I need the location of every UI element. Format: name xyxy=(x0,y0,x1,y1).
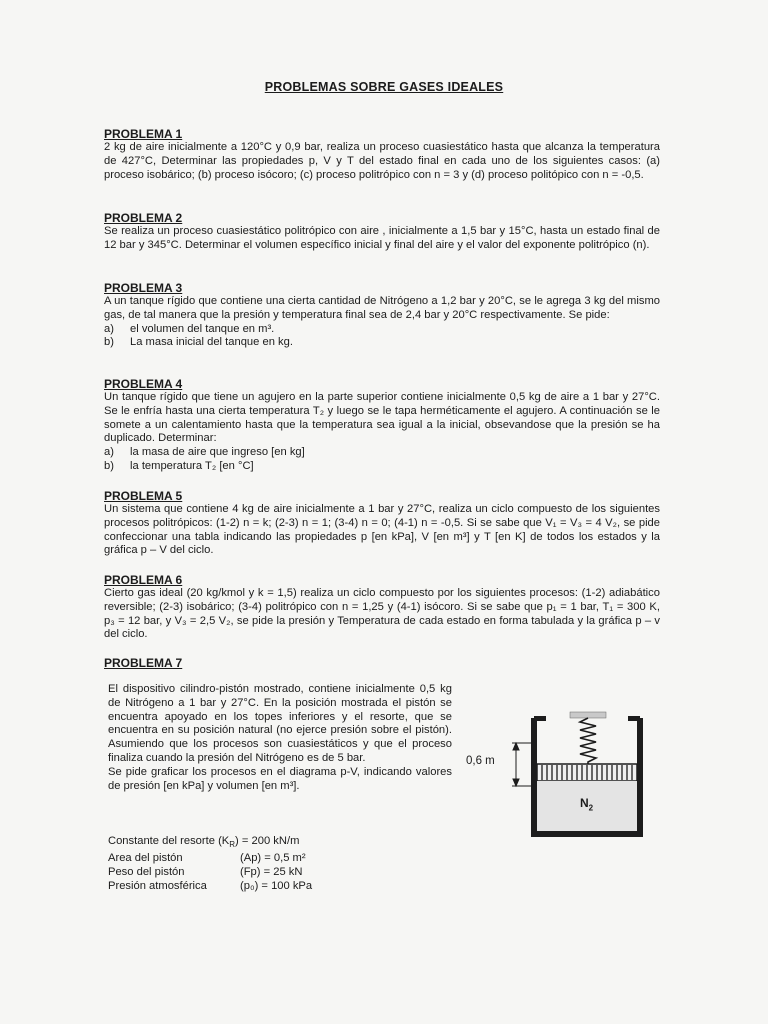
item-label: b) xyxy=(104,459,114,472)
gas-label xyxy=(580,796,593,812)
problem-heading: PROBLEMA 4 xyxy=(104,377,183,391)
problem-5 xyxy=(104,489,660,558)
problem-heading: PROBLEMA 6 xyxy=(104,573,183,587)
dimension-label: 0,6 m xyxy=(466,755,495,767)
problem-items xyxy=(104,323,660,351)
problem-text: Un sistema que contiene 4 kg de aire inicialmente a 1 bar y 27°C, realiza un ciclo compuesto de los siguientes procesos politrópicos: (1-2) n = k; (2-3) n = 1; (3-4) n = 0; (4-1) n = -0,5. Si se sabe que V₁ = V₃ = 4 V₂, se pide confeccionar una tabla indicando las propiedades p [en kPa], V [en m³] y T [en K] de todos los estados y la gráfica p – V del ciclo. xyxy=(104,503,660,557)
constant-name: Area del pistón xyxy=(108,852,183,865)
problem-6 xyxy=(104,573,660,642)
piston-cylinder-svg xyxy=(462,706,652,846)
list-item xyxy=(104,460,660,474)
item-text: La masa inicial del tanque en kg. xyxy=(130,336,293,349)
problem-text: 2 kg de aire inicialmente a 120°C y 0,9 bar, realiza un proceso cuasiestático hasta que alcanza la temperatura de 427°C, Determinar las propiedades p, V y T del estado final en cada uno de los siguientes casos: (a) proceso isobárico; (b) proceso isócoro; (c) proceso politrópico con n = 3 y (d) proceso politópico con n = -0,5. xyxy=(104,141,660,181)
problem-items xyxy=(104,446,660,474)
dimension-line xyxy=(512,743,532,786)
constant-row xyxy=(108,852,312,866)
constant-spring xyxy=(108,835,299,852)
top-stop-right xyxy=(628,716,640,721)
constant-value: (Fp) = 25 kN xyxy=(240,865,303,878)
problem-heading: PROBLEMA 2 xyxy=(104,211,183,225)
problem-2 xyxy=(104,211,660,253)
constant-row xyxy=(108,835,312,852)
problem-heading: PROBLEMA 5 xyxy=(104,489,183,503)
problem-heading: PROBLEMA 1 xyxy=(104,127,183,141)
constant-row xyxy=(108,880,312,894)
document-title: PROBLEMAS SOBRE GASES IDEALES xyxy=(264,80,504,94)
problem-text: Cierto gas ideal (20 kg/kmol y k = 1,5) realiza un ciclo compuesto por los siguientes procesos: (1-2) adiabático reversible; (2-3) isobárico; (3-4) politrópico con n = 1,25 y (4-1) isócoro. Si se sabe que p₁ = 1 bar, T₁ = 300 K, p₃ = 12 bar, y V₃ = 2,5 V₂, se pide la presión y Temperatura de cada estado en forma tabulada y la gráfica p – v del ciclo. xyxy=(104,587,660,641)
problem-7 xyxy=(104,656,660,670)
item-text: la temperatura T₂ [en °C] xyxy=(130,459,254,472)
item-text: el volumen del tanque en m³. xyxy=(130,322,275,335)
problem-text: A un tanque rígido que contiene una cierta cantidad de Nitrógeno a 1,2 bar y 20°C, se le agrega 3 kg del mismo gas, de tal manera que la presión y temperatura final sea de 2,4 bar y 20°C respectivamente. Se pide: xyxy=(104,295,660,321)
constant-sub: R xyxy=(229,840,236,850)
problem-text: Un tanque rígido que tiene un agujero en la parte superior contiene inicialmente 0,5 kg de aire a 1 bar y 27°C. Se le enfría hasta una cierta temperatura T₂ y luego se le tapa herméticamente el agujero. A continuación se le somete a un calentamiento hasta que la temperatura sea igual a la inicial, obsevandose que la presión se ha duplicado. Determinar: xyxy=(104,391,660,445)
problem-heading: PROBLEMA 3 xyxy=(104,281,183,295)
spring-top-plate xyxy=(570,712,606,718)
problem-1 xyxy=(104,127,660,182)
constant-value: ) = 200 kN/m xyxy=(235,835,300,847)
constant-row xyxy=(108,866,312,880)
item-label: a) xyxy=(104,322,114,335)
item-text: la masa de aire que ingreso [en kg] xyxy=(130,446,305,459)
spring-coil xyxy=(580,718,596,764)
constant-value: (p₀) = 100 kPa xyxy=(240,879,313,892)
item-label: b) xyxy=(104,336,114,349)
problem-text: El dispositivo cilindro-pistón mostrado, contiene inicialmente 0,5 kg de Nitrógeno a 1 bar y 27°C. En la posición mostrada el pistón se encuentra apoyado en los topes inferiores y el resorte, que se encuentra en su posición natural (no ejerce presión sobre el pistón). Asumiendo que los procesos son cuasiestáticos y que el proceso finaliza cuando la presión del Nitrógeno es de 5 bar. xyxy=(108,683,452,764)
problem-text: Se realiza un proceso cuasiestático politrópico con aire , inicialmente a 1,5 bar y 15°C, hasta un estado final de 12 bar y 345°C. Determinar el volumen específico inicial y final del aire y el valor del exponente politrópico (n). xyxy=(104,225,660,251)
problem-4 xyxy=(104,377,660,474)
constant-name: Peso del pistón xyxy=(108,865,185,878)
list-item xyxy=(104,446,660,460)
gas-subscript: 2 xyxy=(588,803,594,813)
constants-list xyxy=(108,835,312,893)
problem-heading: PROBLEMA 7 xyxy=(104,656,183,670)
gas-symbol: N xyxy=(580,796,589,810)
constant-name: Presión atmosférica xyxy=(108,879,207,892)
list-item xyxy=(104,323,660,337)
problem-7-body xyxy=(108,683,452,793)
piston-cylinder-diagram xyxy=(462,706,652,846)
item-label: a) xyxy=(104,446,114,459)
top-stop-left xyxy=(534,716,546,721)
constant-value: (Ap) = 0,5 m² xyxy=(240,852,306,865)
problem-3 xyxy=(104,281,660,350)
constant-name: Constante del resorte (K xyxy=(108,835,230,847)
problem-text-request: Se pide graficar los procesos en el diagrama p-V, indicando valores de presión [en kPa] y volumen [en m³]. xyxy=(108,765,452,792)
list-item xyxy=(104,336,660,350)
